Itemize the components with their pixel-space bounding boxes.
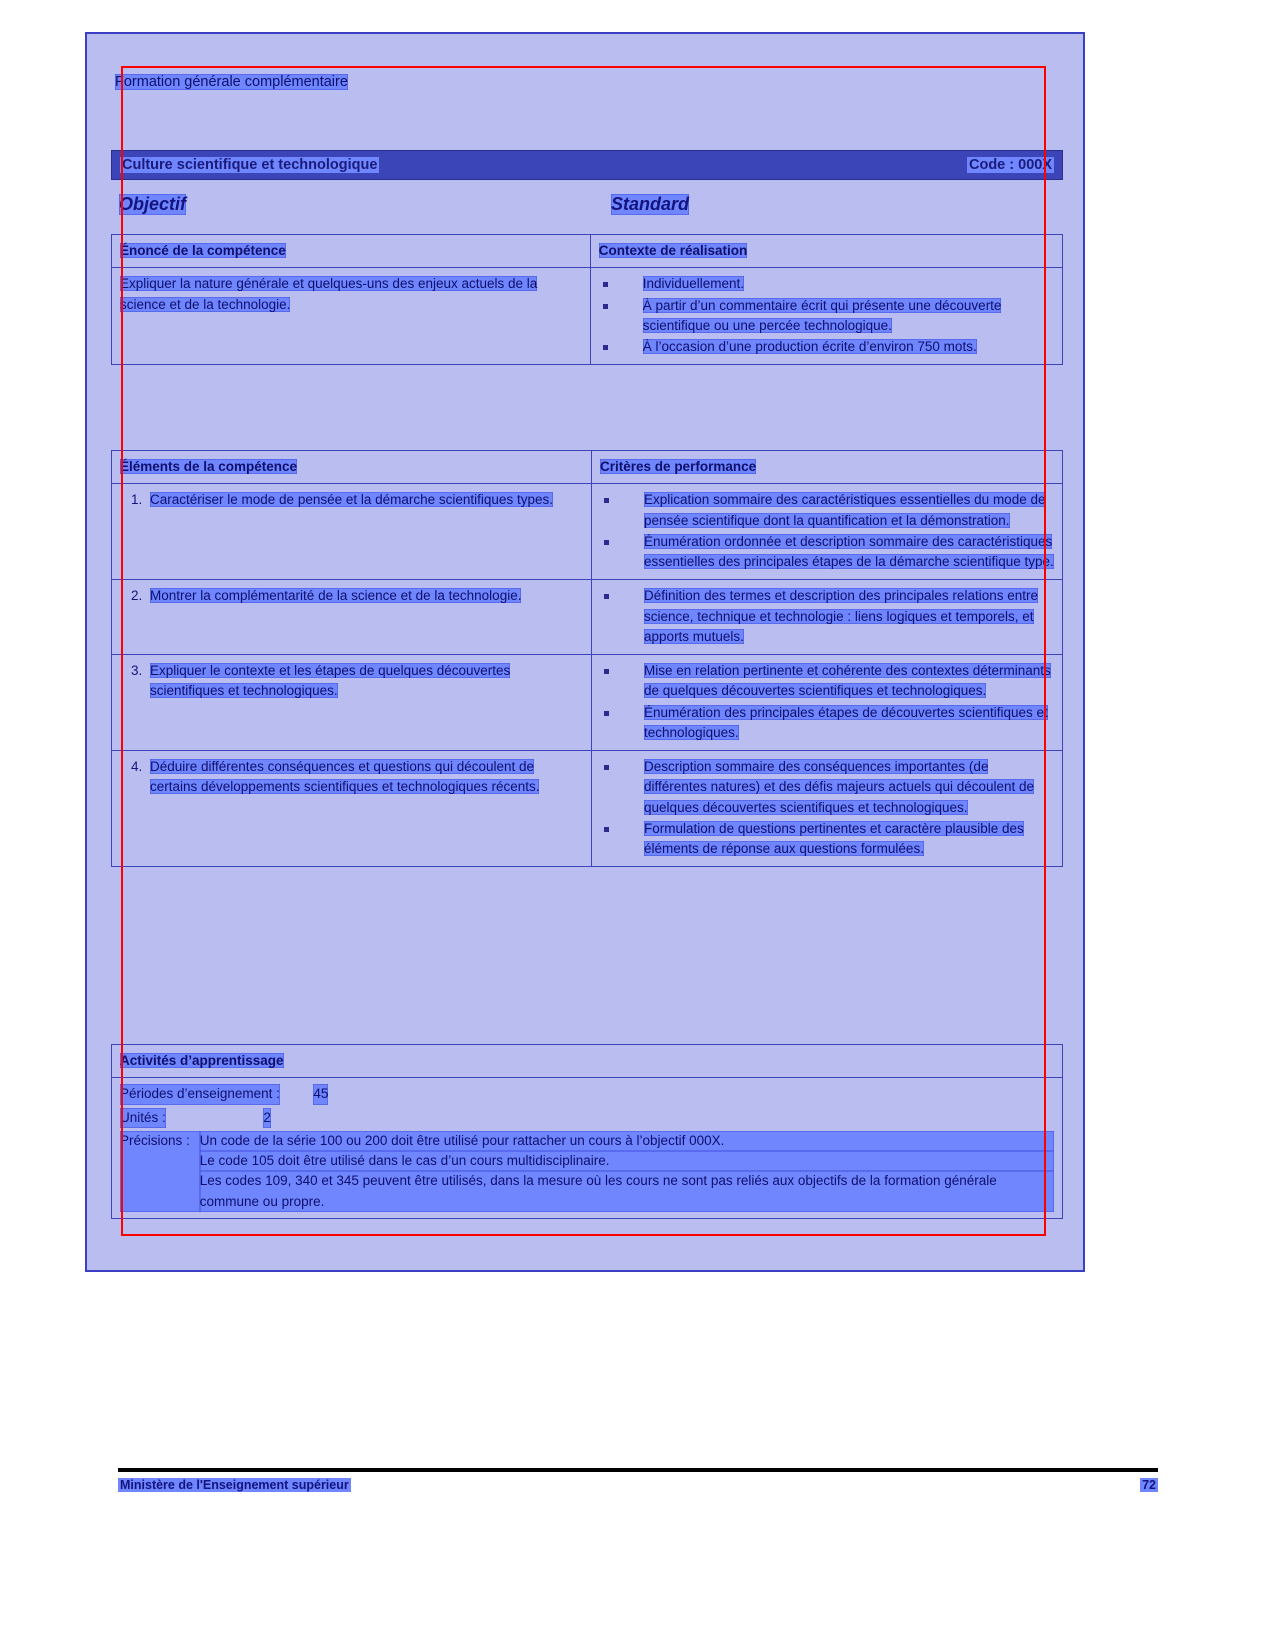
elements-header: Éléments de la compétence <box>112 451 592 484</box>
section-title <box>115 74 348 90</box>
criteres-header: Critères de performance <box>592 451 1063 484</box>
unites-line: Unités : 2 <box>120 1108 1054 1128</box>
list-item: Énumération ordonnée et description sommaire des caractéristiques essentielles des principales étapes de la démarche scientifique type. <box>600 532 1054 573</box>
activites-body <box>112 1078 1063 1219</box>
table-row <box>112 580 1063 655</box>
page-footer <box>118 1478 1158 1492</box>
list-item: À l’occasion d’une production écrite d’environ 750 mots. <box>599 337 1054 357</box>
objectif-label: Objectif <box>119 194 187 214</box>
criteres-cell-4 <box>592 751 1063 867</box>
list-item: Mise en relation pertinente et cohérente des contextes déterminants de quelques découvertes scientifiques et technologiques. <box>600 661 1054 702</box>
list-item: À partir d’un commentaire écrit qui présente une découverte scientifique ou une percée technologique. <box>599 296 1054 337</box>
page-frame <box>85 32 1085 1272</box>
list-item: Formulation de questions pertinentes et caractère plausible des éléments de réponse aux questions formulées. <box>600 819 1054 860</box>
criteres-cell-3 <box>592 655 1063 751</box>
objectif-standard-row <box>115 194 1065 222</box>
standard-label: Standard <box>611 194 690 214</box>
criteres-list <box>600 757 1054 859</box>
table-row <box>112 751 1063 867</box>
criteres-cell-2 <box>592 580 1063 655</box>
criteres-list <box>600 490 1054 572</box>
list-item: 4. Déduire différentes conséquences et questions qui découlent de certains développements scientifiques et technologiques récents. <box>146 757 583 798</box>
contexte-header: Contexte de réalisation <box>590 235 1062 268</box>
periodes-line: Périodes d’enseignement : 45 <box>120 1084 1054 1104</box>
enonce-header: Énoncé de la compétence <box>112 235 591 268</box>
list-item: 2. Montrer la complémentarité de la science et de la technologie. <box>146 586 583 606</box>
list-item: Individuellement. <box>599 274 1054 294</box>
criteres-list <box>600 661 1054 743</box>
course-title-bar <box>111 150 1063 180</box>
course-title: Culture scientifique et technologique <box>122 157 378 173</box>
criteres-cell-1 <box>592 484 1063 580</box>
activites-header: Activités d’apprentissage <box>112 1045 1063 1078</box>
element-number-list <box>120 490 583 510</box>
element-cell-2 <box>112 580 592 655</box>
element-cell-4 <box>112 751 592 867</box>
table-row <box>112 655 1063 751</box>
table-row <box>112 484 1063 580</box>
element-number-list <box>120 757 583 798</box>
precisions-body: Un code de la série 100 ou 200 doit être utilisé pour rattacher un cours à l’objectif 000X. Le code 105 doit être utilisé dans le cas d’un cours multidisciplinaire. Les codes 109, 340 et 345 peuvent être utilisés, dans la mesure où les cours ne sont pas reliés aux objectifs de la formation générale commune ou propre. <box>200 1131 1054 1212</box>
table-row <box>112 235 1063 268</box>
list-item: Énumération des principales étapes de découvertes scientifiques et technologiques. <box>600 703 1054 744</box>
list-item: Explication sommaire des caractéristiques essentielles du mode de pensée scientifique dont la quantification et la démonstration. <box>600 490 1054 531</box>
contexte-cell <box>590 268 1062 365</box>
list-item: 1. Caractériser le mode de pensée et la démarche scientifiques types. <box>146 490 583 510</box>
list-item: Description sommaire des conséquences importantes (de différentes natures) et des défis majeurs actuels qui découlent de quelques découvertes scientifiques et technologiques. <box>600 757 1054 818</box>
criteres-list <box>600 586 1054 647</box>
element-number-list <box>120 661 583 702</box>
table-row <box>112 268 1063 365</box>
table-row <box>112 1045 1063 1078</box>
table-row <box>112 451 1063 484</box>
list-item: Définition des termes et description des principales relations entre science, technique et technologie : liens logiques et temporels, et apports mutuels. <box>600 586 1054 647</box>
activites-table <box>111 1044 1063 1219</box>
footer-divider <box>118 1468 1158 1472</box>
section-title-text: Formation générale complémentaire <box>115 74 348 90</box>
table-row <box>112 1078 1063 1219</box>
contexte-list <box>599 274 1054 357</box>
element-cell-1 <box>112 484 592 580</box>
footer-page-number: 72 <box>1142 1478 1156 1492</box>
course-code: Code : 000X <box>969 157 1052 173</box>
element-number-list <box>120 586 583 606</box>
enonce-cell: Expliquer la nature générale et quelques-uns des enjeux actuels de la science et de la technologie. <box>112 268 591 365</box>
element-cell-3 <box>112 655 592 751</box>
footer-ministry: Ministère de l'Enseignement supérieur <box>120 1478 349 1492</box>
list-item: 3. Expliquer le contexte et les étapes de quelques découvertes scientifiques et technologiques. <box>146 661 583 702</box>
competence-table <box>111 234 1063 365</box>
elements-table <box>111 450 1063 867</box>
precisions-line: Précisions : Un code de la série 100 ou 200 doit être utilisé pour rattacher un cours à l’objectif 000X. Le code 105 doit être utilisé dans le cas d’un cours multidisciplinaire. Les codes 109, 340 et 345 peuvent être utilisés, dans la mesure où les cours ne sont pas reliés aux objectifs de la formation générale commune ou propre. <box>120 1131 1054 1212</box>
